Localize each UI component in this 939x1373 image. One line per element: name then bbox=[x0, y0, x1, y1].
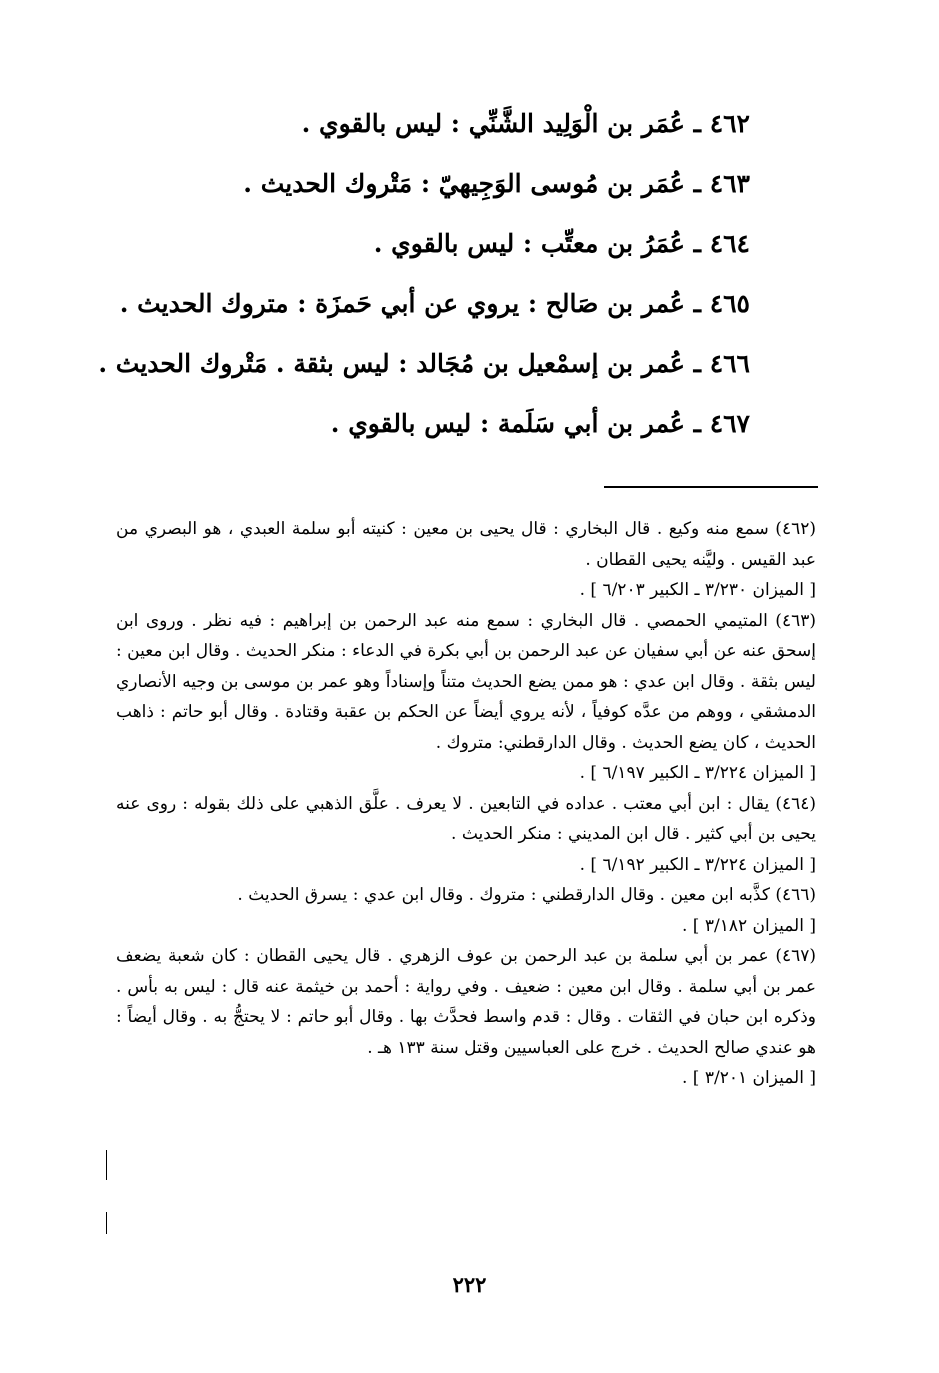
footnote-source: [ الميزان ٣/٢٠١ ] . bbox=[682, 1068, 816, 1088]
entry-462: ٤٦٢ ـ عُمَر بن الْوَلِيد الشَّنِّي : ليس بالقوي . bbox=[301, 109, 750, 138]
footnote-text: (٤٦٢) سمع منه وكيع . قال البخاري : قال يحيى بن معين : كنيته أبو سلمة العبدي ، هو البصري من عبد القيس . وليَّنه يحيى القطان . bbox=[116, 519, 816, 570]
footnote-source: [ الميزان ٣/٢٣٠ ـ الكبير ٦/٢٠٣ ] . bbox=[579, 580, 816, 600]
footnote-separator bbox=[604, 486, 818, 488]
footnote-463 bbox=[116, 606, 816, 789]
footnote-text: (٤٦٣) المتيمي الحمصي . قال البخاري : سمع منه عبد الرحمن بن إبراهيم : فيه نظر . وروى ابن إسحق عنه عن أبي سفيان عن عبد الرحمن بن أبي بكرة في الدعاء : منكر الحديث . وقال ابن معين : ليس بثقة . وقال ابن عدي : هو ممن يضع الحديث متناً وإسناداً وهو عمر بن موسى بن وجيه الأنصاري الدمشقي ، ووهم من عدَّه كوفياً ، لأنه يروي أيضاً عن الحكم بن عقبة وقتادة . وقال أبو حاتم : ذاهب الحديث ، كان يضع الحديث . وقال الدارقطني: متروك . bbox=[116, 610, 816, 753]
footnote-464 bbox=[116, 789, 816, 881]
entry-464: ٤٦٤ ـ عُمَرُ بن معتِّب : ليس بالقوي . bbox=[373, 229, 750, 258]
entries-list bbox=[98, 108, 750, 468]
margin-mark bbox=[106, 1212, 107, 1234]
footnote-source: [ الميزان ٣/٢٢٤ ـ الكبير ٦/١٩٧ ] . bbox=[579, 763, 816, 783]
footnote-text: (٤٦٦) كذَّبه ابن معين . وقال الدارقطني : متروك . وقال ابن عدي : يسرق الحديث . bbox=[237, 885, 816, 905]
footnote-source: [ الميزان ٣/١٨٢ ] . bbox=[682, 915, 816, 936]
entry-467: ٤٦٧ ـ عُمر بن أبي سَلَمة : ليس بالقوي . bbox=[330, 409, 750, 438]
entry-466: ٤٦٦ ـ عُمر بن إسمْعيل بن مُجَالد : ليس بثقة . مَتْروك الحديث . bbox=[98, 349, 750, 378]
entry-463: ٤٦٣ ـ عُمَر بن مُوسى الوَجِيهيّ : مَتْروك الحديث . bbox=[243, 169, 750, 198]
footnotes bbox=[116, 514, 816, 1094]
footnote-source: [ الميزان ٣/٢٢٤ ـ الكبير ٦/١٩٢ ] . bbox=[579, 854, 816, 875]
footnote-text: (٤٦٧) عمر بن أبي سلمة بن عبد الرحمن بن عوف الزهري . قال يحيى القطان : كان شعبة يضعف عمر بن أبي سلمة . وقال ابن معين : ضعيف . وفي رواية : أحمد بن خيثمة عنه قال : ليس به بأس . وذكره ابن حبان في الثقات . وقال : قدم واسط فحدَّث بها . وقال أبو حاتم : لا يحتجُّ به . وقال أيضاً : هو عندي صالح الحديث . خرج على العباسيين وقتل سنة ١٣٣ هـ . bbox=[116, 946, 816, 1058]
margin-mark bbox=[106, 1150, 107, 1180]
footnote-text: (٤٦٤) يقال : ابن أبي معتب . عداده في التابعين . لا يعرف . علَّق الذهبي على ذلك بقوله : روى عنه يحيى بن أبي كثير . قال ابن المديني : منكر الحديث . bbox=[116, 793, 816, 844]
footnote-467 bbox=[116, 941, 816, 1094]
footnote-462 bbox=[116, 514, 816, 606]
entry-465: ٤٦٥ ـ عُمر بن صَالح : يروي عن أبي حَمزَة : متروك الحديث . bbox=[119, 289, 750, 318]
footnote-466 bbox=[116, 880, 816, 941]
page-number: ٢٢٢ bbox=[452, 1272, 487, 1297]
